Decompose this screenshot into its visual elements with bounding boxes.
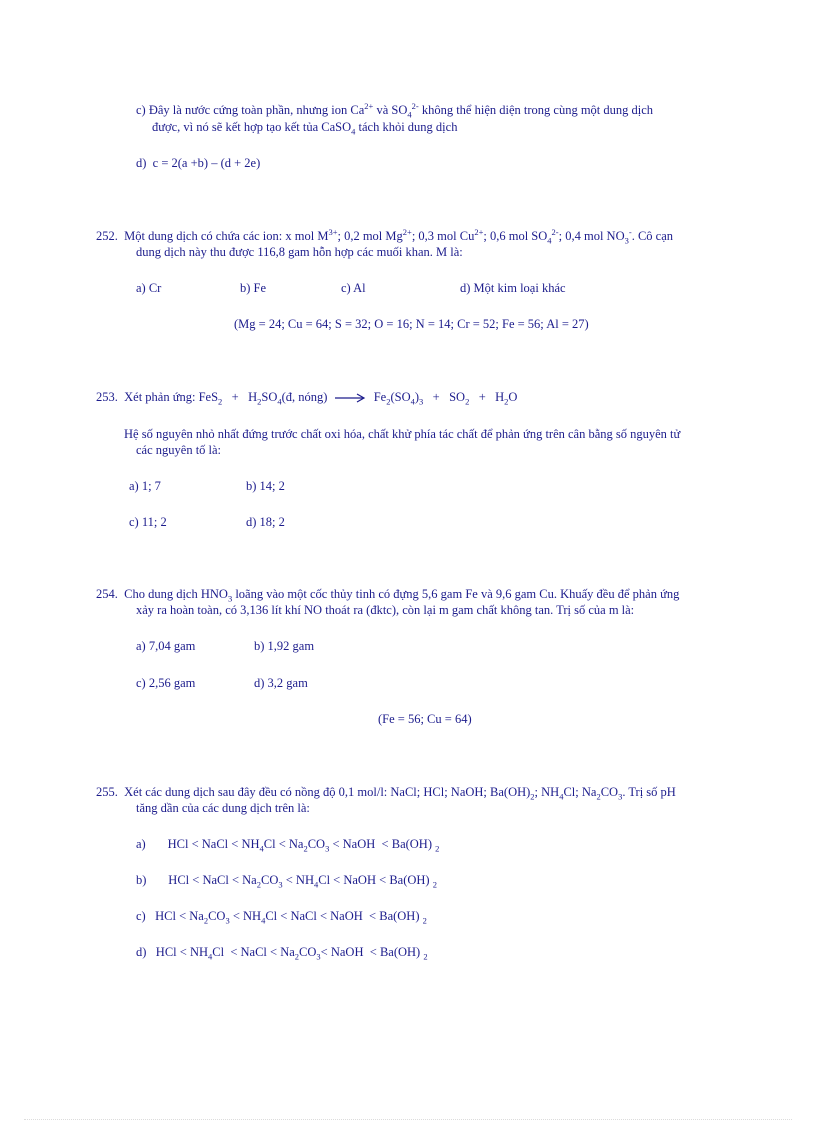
q255-number: 255.: [96, 785, 118, 799]
q255-question-line1: 255. Xét các dung dịch sau đây đều có nồng độ 0,1 mol/l: NaCl; HCl; NaOH; $Ba(OH)_2$; $NH_4Cl$; $Na_2CO_3$. Trị số pH: [96, 785, 676, 802]
q252-option-b: b) Fe: [240, 281, 267, 295]
q252-atomic-masses: (Mg = 24; Cu = 64; S = 32; O = 16; N = 14; Cr = 52; Fe = 56; Al = 27): [234, 317, 589, 331]
q255-option-a: a) HCl < NaCl < $NH_4Cl < Na_2CO_3$ < NaOH < Ba(OH) $_2$: [136, 837, 440, 854]
q250-option-c-line1: c) Đây là nước cứng toàn phần, nhưng ion $Ca^{2+}$ và $SO_4^{2-}$ không thể hiện diện trong cùng một dung dịch: [136, 100, 654, 120]
q253-question-line1: Hệ số nguyên nhỏ nhất đứng trước chất oxi hóa, chất khử phía tác chất để phản ứng trên cân bằng số nguyên tử: [124, 427, 681, 441]
q254-question-line1: 254. Cho dung dịch $HNO_3$ loãng vào một cốc thủy tinh có đựng 5,6 gam Fe và 9,6 gam Cu. Khuấy đều để phản ứng: [96, 587, 680, 604]
q253-option-b: b) 14; 2: [246, 479, 285, 493]
q250-option-d: d) c = 2(a +b) – (d + 2e): [136, 156, 261, 170]
q252-number: 252.: [96, 229, 118, 243]
q252-question-line2: dung dịch này thu được 116,8 gam hỗn hợp các muối khan. M là:: [136, 245, 463, 259]
q255-option-c: c) HCl < $Na_2CO_3 < NH_4Cl$ < NaCl < NaOH < Ba(OH) $_2$: [136, 909, 427, 926]
q254-option-d: d) 3,2 gam: [254, 676, 308, 690]
q255-option-c-label: c): [136, 909, 146, 923]
q254-option-c: c) 2,56 gam: [136, 676, 196, 690]
q254-option-b: b) 1,92 gam: [254, 639, 315, 653]
q255-option-b-label: b): [136, 873, 147, 887]
q253-question-line2: các nguyên tố là:: [136, 443, 222, 457]
q250-option-d-label: d): [136, 156, 147, 170]
reaction-arrow-icon: [335, 393, 367, 403]
q253-option-c: c) 11; 2: [129, 515, 167, 529]
q252-option-d: d) Một kim loại khác: [460, 281, 566, 295]
q255-option-b: b) HCl < NaCl < $Na_2CO_3 < NH_4Cl$ < NaOH < Ba(OH) $_2$: [136, 873, 437, 890]
q255-option-a-label: a): [136, 837, 146, 851]
q252-option-a: a) Cr: [136, 281, 162, 295]
page-bottom-divider: [24, 1119, 792, 1120]
q250-option-c-line2: được, vì nó sẽ kết hợp tạo kết tủa CaSO$_4$ tách khỏi dung dịch: [152, 120, 458, 137]
q253-option-a: a) 1; 7: [129, 479, 161, 493]
q255-option-d: d) HCl < $NH_4Cl$ < NaCl < $Na_2CO_3<$ NaOH < Ba(OH) $_2$: [136, 945, 428, 962]
q252-option-c: c) Al: [341, 281, 366, 295]
q253-option-d: d) 18; 2: [246, 515, 285, 529]
q253-number: 253.: [96, 390, 118, 404]
q254-question-line2: xảy ra hoàn toàn, có 3,136 lít khí NO thoát ra (đktc), còn lại m gam chất không tan. Trị số của m là:: [136, 603, 635, 617]
q254-option-a: a) 7,04 gam: [136, 639, 196, 653]
q254-atomic-masses: (Fe = 56; Cu = 64): [378, 712, 472, 726]
q250-option-c-label: c): [136, 103, 146, 117]
q254-number: 254.: [96, 587, 118, 601]
q255-option-d-label: d): [136, 945, 147, 959]
q253-reaction-line: 253. Xét phản ứng: FeS$_2$ + $H_2SO_4(đ$, nóng) $Fe_2(SO_4)_3$ + $SO_2$ + $H_2O$: [96, 390, 518, 407]
q252-question-line1: 252. Một dung dịch có chứa các ion: x mol $M^{3+}$; 0,2 mol $Mg^{2+}$; 0,3 mol $Cu^{2+}$; 0,6 mol $SO_4^{2-}$; 0,4 mol $NO_3^-$. Cô cạn: [96, 226, 674, 246]
q255-question-line2: tăng dần của các dung dịch trên là:: [136, 801, 310, 815]
